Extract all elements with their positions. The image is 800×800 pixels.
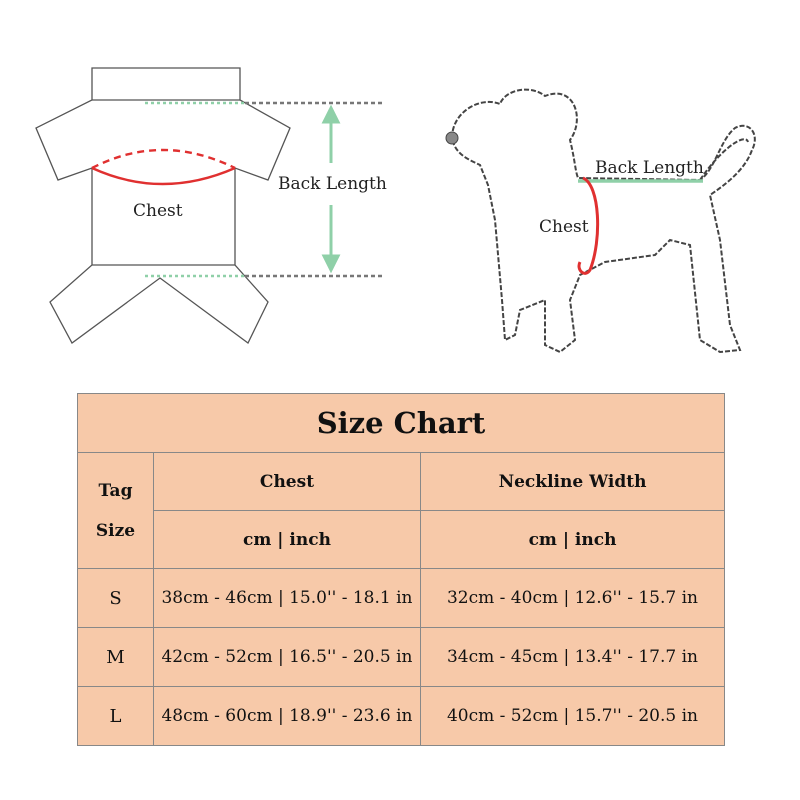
tag-header-line1: Tag: [98, 480, 133, 501]
neckline-cell: 34cm - 45cm | 13.4'' - 17.7 in: [421, 628, 725, 687]
chest-cell: 48cm - 60cm | 18.9'' - 23.6 in: [154, 687, 421, 746]
dog-back-length-label: Back Length: [595, 158, 704, 178]
shirt-chest-label: Chest: [133, 201, 183, 221]
neckline-cell: 32cm - 40cm | 12.6'' - 15.7 in: [421, 569, 725, 628]
size-chart-title: Size Chart: [78, 394, 725, 453]
dog-nose-icon: [446, 132, 458, 144]
measurement-illustration: [0, 0, 800, 380]
table-row: [78, 687, 725, 746]
chest-cell: 38cm - 46cm | 15.0'' - 18.1 in: [154, 569, 421, 628]
chest-cell: 42cm - 52cm | 16.5'' - 20.5 in: [154, 628, 421, 687]
neckline-cell: 40cm - 52cm | 15.7'' - 20.5 in: [421, 687, 725, 746]
tag-size-header: [78, 453, 154, 569]
chest-unit-header: cm | inch: [154, 511, 421, 569]
size-chart-table: [77, 393, 725, 746]
dog-chest-label: Chest: [539, 217, 589, 237]
shirt-back-length-label: Back Length: [278, 174, 387, 194]
illustration-svg: [0, 0, 800, 380]
size-cell: M: [78, 628, 154, 687]
neckline-unit-header: cm | inch: [421, 511, 725, 569]
chest-header: Chest: [154, 453, 421, 511]
shirt-chest-ellipse: [92, 150, 235, 184]
dog-outline: [452, 90, 755, 352]
size-cell: S: [78, 569, 154, 628]
table-row: [78, 569, 725, 628]
table-row: [78, 628, 725, 687]
size-cell: L: [78, 687, 154, 746]
tag-header-line2: Size: [95, 520, 136, 541]
neckline-header: Neckline Width: [421, 453, 725, 511]
